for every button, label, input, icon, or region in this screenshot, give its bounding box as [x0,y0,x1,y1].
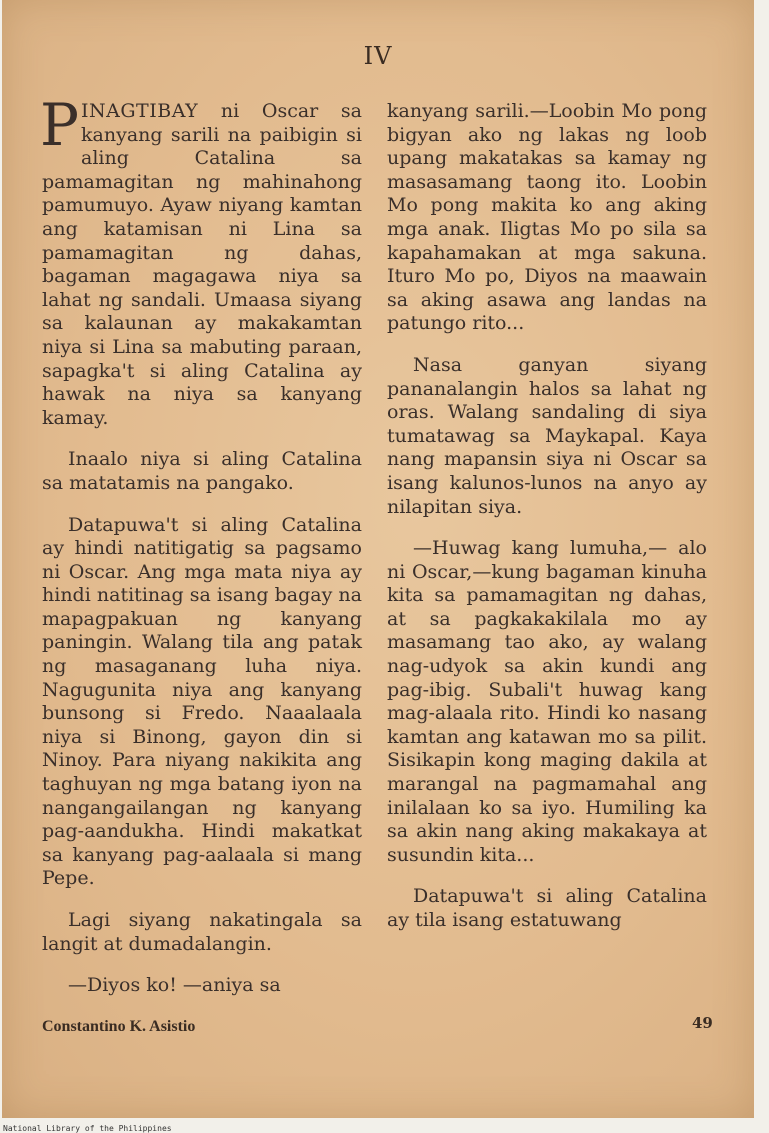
paragraph: kanyang sarili.—Loobin Mo pong bigyan ako ng lakas ng loob upang makatakas sa kamay ng masasamang taong ito. Loobin Mo pong makita ko ang aking mga anak. Iligtas Mo po sila sa kapahamakan at mga sakuna. Ituro Mo po, Diyos na maawain sa aking asawa ang landas na patungo rito... [387,100,707,335]
chapter-number: IV [363,42,393,70]
library-watermark: National Library of the Philippines [3,1124,172,1133]
page-number: 49 [692,1014,713,1032]
lead-caps: INAGTIBAY [81,100,199,122]
drop-cap: P [40,91,80,159]
author-name: Constantino K. Asistio [42,1018,196,1035]
right-column [387,100,707,951]
paragraph: Datapuwa't si aling Catalina ay tila isang estatuwang [387,885,707,931]
paragraph: Nasa ganyan siyang pananalangin halos sa lahat ng oras. Walang sandaling di siya tumatawag sa Maykapal. Kaya nang mapansin siya ni Oscar sa isang kalunos-lunos na anyo ay nilapitan siya. [387,353,707,518]
paragraph [40,91,362,430]
book-page [2,0,754,1118]
paragraph-text: ni Oscar sa kanyang sarili na paibigin si aling Catalina sa pamamagitan ng mahinahong pamumuyo. Ayaw niyang kamtan ang katamisan ni Lina sa pamamagitan ng dahas, bagaman magagawa niya sa lahat ng sandali. Umaasa siyang sa kalaunan ay makakamtan niya si Lina sa mabuting paraan, sapagka't si aling Catalina ay hawak na niya sa kanyang kamay. [42,100,362,429]
paragraph: —Diyos ko! —aniya sa [68,974,281,997]
paragraph: Inaalo niya si aling Catalina sa matatamis na pangako. [42,448,362,494]
left-column [40,91,362,1016]
paragraph: —Huwag kang lumuha,— alo ni Oscar,—kung bagaman kinuha kita sa pamamagitan ng dahas, at sa pagkakakilala mo ay masamang tao ako, ay walang nag-udyok sa akin kundi ang pag-ibig. Subali't huwag kang mag-alaala rito. Hindi ko nasang kamtan ang katawan mo sa pilit. Sisikapin kong maging dakila at marangal na pagmamahal ang inilalaan ko sa iyo. Humiling ka sa akin nang aking makakaya at susundin kita... [387,537,707,866]
paragraph: Lagi siyang nakatingala sa langit at dumadalangin. [42,909,362,955]
paragraph: Datapuwa't si aling Catalina ay hindi natitigatig sa pagsamo ni Oscar. Ang mga mata niya ay hindi natitinag sa isang bagay na mapagpakuan ng kanyang paningin. Walang tila ang patak ng masaganang luha niya. Nagugunita niya ang kanyang bunsong si Fredo. Naaalaala niya si Binong, gayon din si Ninoy. Para niyang nakikita ang taghuyan ng mga batang iyon na nangangailangan ng kanyang pag-aandukha. Hindi makatkat sa kanyang pag-aalaala si mang Pepe. [42,513,362,890]
